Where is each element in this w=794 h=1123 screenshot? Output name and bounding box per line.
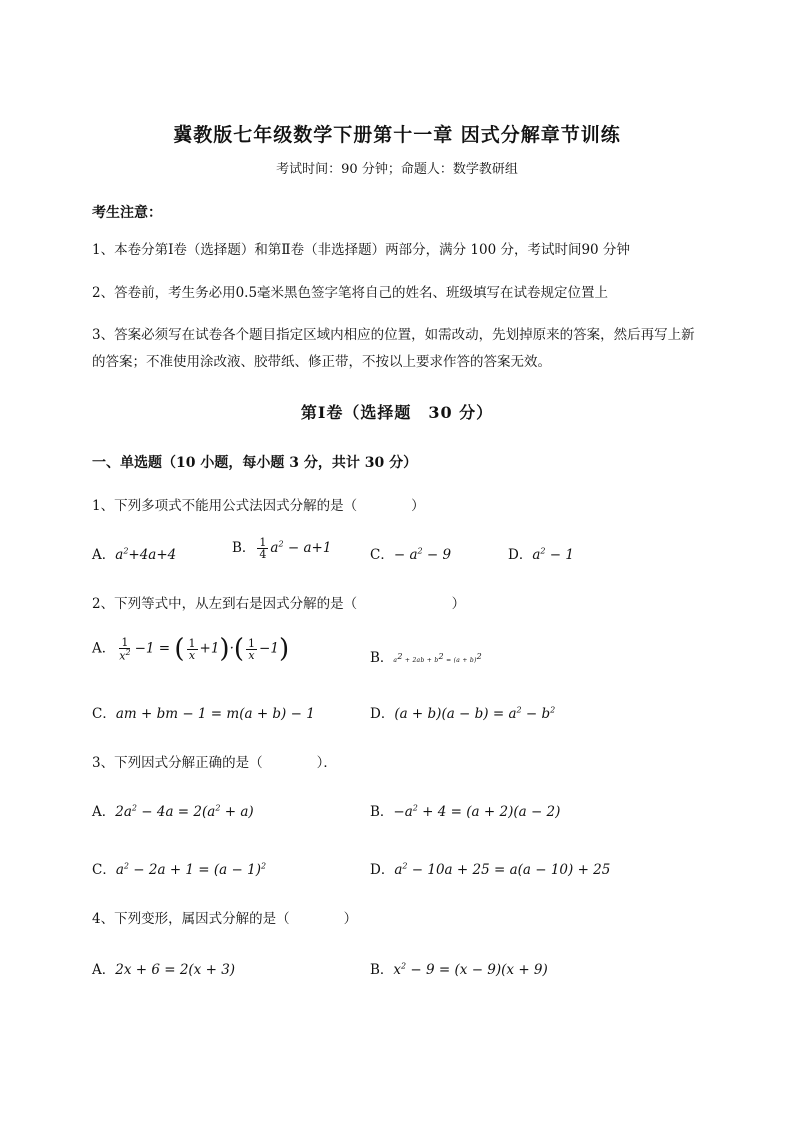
option-label: D． <box>370 862 395 878</box>
q2-option-c[interactable] <box>92 702 315 722</box>
notice-item-1: 1、本卷分第Ⅰ卷（选择题）和第Ⅱ卷（非选择题）两部分，满分 100 分，考试时间90 分钟 <box>92 242 630 258</box>
formula: $x^2 - 9 = (x - 9)(x + 9)$ <box>393 961 548 978</box>
notice-heading: 考生注意： <box>92 205 162 221</box>
q2-option-b[interactable] <box>370 646 482 666</box>
question-3-stem: 3、下列因式分解正确的是（ ）． <box>92 755 337 771</box>
option-label: D． <box>508 547 533 563</box>
option-label: C． <box>92 706 116 722</box>
page-title: 冀教版七年级数学下册第十一章 因式分解章节训练 <box>173 124 621 146</box>
q3-option-d[interactable] <box>370 858 610 878</box>
option-label: C． <box>92 862 116 878</box>
notice-item-3: 3、答案必须写在试卷各个题目指定区域内相应的位置，如需改动，先划掉原来的答案，然后再写上新 <box>92 327 695 343</box>
formula: 2x + 6 = 2(x + 3) <box>115 962 236 978</box>
fraction: $\frac{1}{4}$ <box>259 536 267 561</box>
option-label: B． <box>370 962 394 978</box>
q1-option-c[interactable] <box>370 543 451 563</box>
fraction: $\frac{1}{x}$ <box>188 636 196 662</box>
formula: $2a^2 - 4a = 2(a^2 + a)$ <box>115 803 254 820</box>
option-label: D． <box>370 706 395 722</box>
question-4-stem: 4、下列变形，属因式分解的是（ ） <box>92 911 358 927</box>
q2-option-d[interactable] <box>370 702 555 722</box>
q2-option-a[interactable]: A． $\frac{1}{x^2}$ −1 = ( $\frac{1}{x}$ +1)·( $\frac{1}{x}$ −1) <box>92 634 290 664</box>
option-label: A． <box>92 547 116 563</box>
q1-option-a[interactable] <box>92 543 176 563</box>
q1-option-b[interactable] <box>232 536 331 560</box>
part-heading: 一、单选题（10 小题，每小题 3 分，共计 30 分） <box>92 455 418 471</box>
section-title: 第Ⅰ卷（选择题 30 分） <box>300 403 494 422</box>
q3-option-a[interactable] <box>92 800 254 820</box>
formula: − $a^2 - 9$ <box>393 546 452 563</box>
formula: $-a^2 + 4 = (a + 2)(a - 2)$ <box>393 803 561 820</box>
q4-option-a[interactable] <box>92 958 235 978</box>
option-label: A． <box>92 640 116 657</box>
formula: $a^2 - 2a + 1 = (a - 1)^2$ <box>115 861 267 878</box>
formula: −1 = <box>134 640 175 657</box>
formula: $(a + b)(a - b) = a^2 - b^2$ <box>394 705 556 722</box>
option-label: B． <box>370 650 394 666</box>
option-label: B． <box>232 540 256 556</box>
exam-subtitle: 考试时间：90 分钟；命题人：数学教研组 <box>276 162 518 177</box>
notice-item-3-cont: 的答案；不准使用涂改液、胶带纸、修正带，不按以上要求作答的答案无效。 <box>92 354 551 370</box>
formula: $a^2+4a+4$ <box>115 546 177 563</box>
option-label: A． <box>92 962 116 978</box>
formula: am + bm − 1 = m(a + b) − 1 <box>115 706 315 722</box>
question-1-stem: 1、下列多项式不能用公式法因式分解的是（ ） <box>92 498 425 514</box>
formula-tiny: $a^2 + 2ab + b^2 = (a + b)^2$ <box>393 652 483 664</box>
option-label: C． <box>370 547 394 563</box>
option-label: A． <box>92 804 116 820</box>
formula: $a^2 - a+1$ <box>270 539 332 556</box>
q1-option-d[interactable] <box>508 543 574 563</box>
fraction: $\frac{1}{x}$ <box>248 636 256 662</box>
notice-item-2: 2、答卷前，考生务必用0.5毫米黑色签字笔将自己的姓名、班级填写在试卷规定位置上 <box>92 285 609 301</box>
option-label: B． <box>370 804 394 820</box>
fraction: $\frac{1}{x^2}$ <box>119 635 131 663</box>
formula: $a^2 - 10a + 25 = a(a - 10) + 25$ <box>394 861 611 878</box>
q3-option-b[interactable] <box>370 800 560 820</box>
formula: $a^2 - 1$ <box>532 546 574 563</box>
q4-option-b[interactable] <box>370 958 548 978</box>
q3-option-c[interactable] <box>92 858 266 878</box>
question-2-stem: 2、下列等式中，从左到右是因式分解的是（ ） <box>92 596 466 612</box>
